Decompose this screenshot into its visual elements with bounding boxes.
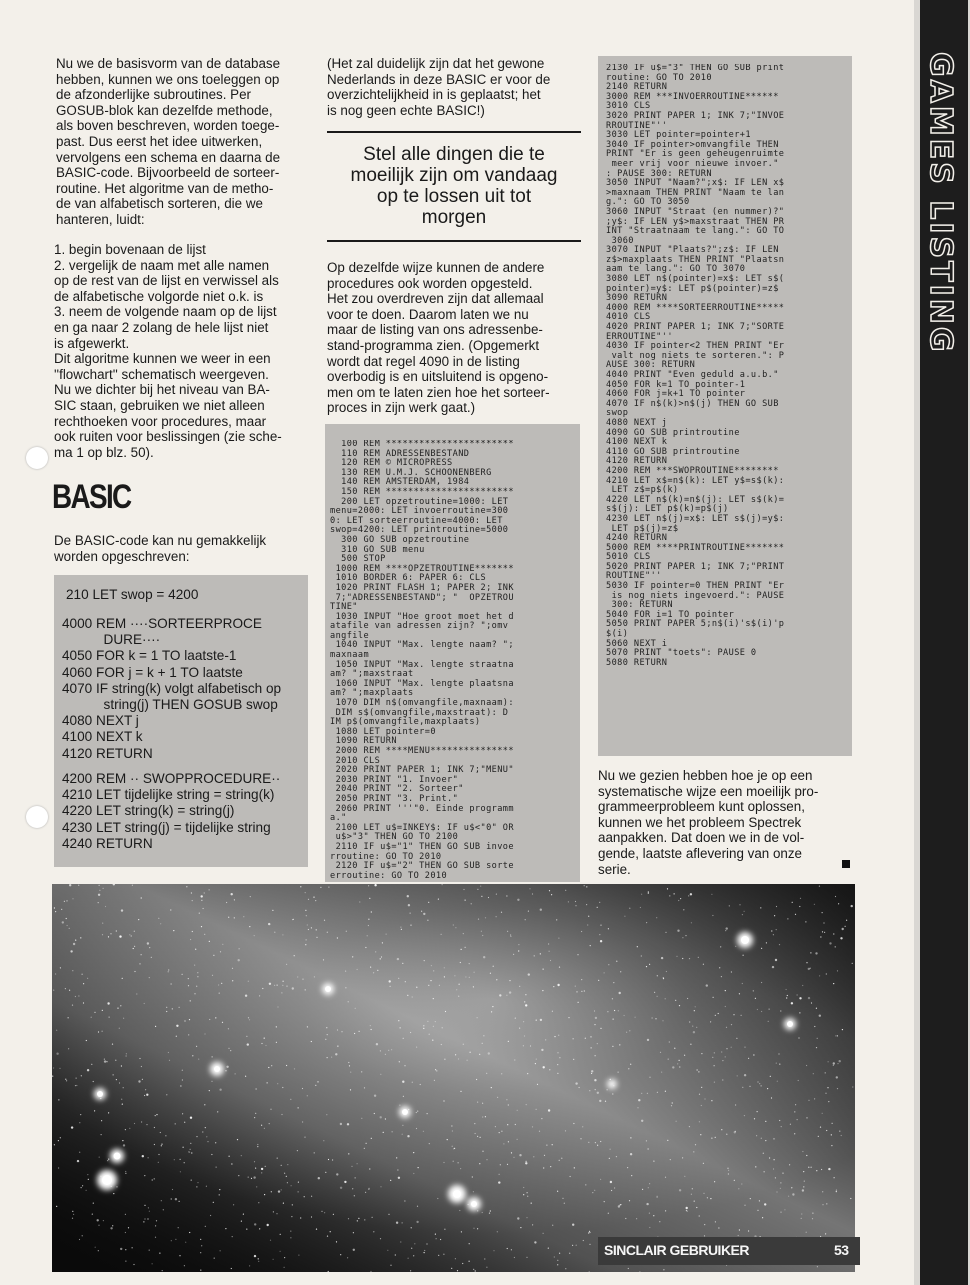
listing-line: meer vrij voor nieuwe invoer." <box>606 158 779 169</box>
listing-line: 1060 INPUT "Max. lengte plaatsna <box>330 678 514 689</box>
listing-line: TINE" <box>330 602 358 613</box>
listing-line: s$(j): LET p$(k)=p$(j) <box>606 504 729 515</box>
listing-line: 2130 IF u$="3" THEN GO SUB print <box>606 64 785 73</box>
listing-line: 300: RETURN <box>606 600 673 611</box>
listing-line: atafile van adressen zijn? ";omv <box>330 621 509 632</box>
listing-line: $(i) <box>606 629 629 640</box>
listing-line: 5030 IF pointer=0 THEN PRINT "Er <box>606 581 785 592</box>
listing-line: 5060 NEXT i <box>606 638 668 649</box>
listing-line: 2030 PRINT "1. Invoer" <box>330 774 459 785</box>
listing-line: 4040 PRINT "Even geduld a.u.b." <box>606 370 779 380</box>
listing-line: 3020 PRINT PAPER 1; INK 7;"INVOE <box>606 110 785 121</box>
listing-line: ROUTINE"'' <box>606 571 662 582</box>
listing-line: 120 REM © MICROPRESS <box>330 458 453 469</box>
listing-line: 4020 PRINT PAPER 1; INK 7;"SORTE <box>606 322 785 333</box>
listing-line: 2110 IF u$="1" THEN GO SUB invoe <box>330 841 514 852</box>
listing-line: DIM s$(omvangfile,maxstraat): D <box>330 707 509 718</box>
listing-line: LET p$(j)=z$ <box>606 523 679 534</box>
pseudocode-swop: 4200 REM ·· SWOPPROCEDURE·· 4210 LET tijdelijke string = string(k) 4220 LET string(k) = string(j) 4230 LET string(j) = tijdelijke string 4240 RETURN <box>62 771 281 851</box>
magazine-name: SINCLAIR GEBRUIKER <box>604 1242 750 1258</box>
listing-line: swop <box>606 408 629 419</box>
listing-line: ;y$: IF LEN y$>maxstraat THEN PR <box>606 216 785 227</box>
body-paragraph: Op dezelfde wijze kunnen de andere procedures ook worden opgesteld. Het zou overdreven zijn dat allemaal voor te doen. Daarom laten we nu maar de listing van ons adressenbe- stand-programma zien. (Opgemerkt wordt dat regel 4090 in de listing overbodig is en uitsluitend is opgeno- men om te laten zien hoe het sorteer- proces in zijn werk gaat.) <box>327 260 550 416</box>
listing-line: 1090 RETURN <box>330 736 397 747</box>
listing-line: ERROUTINE"'' <box>606 331 673 342</box>
listing-line: 140 REM AMSTERDAM, 1984 <box>330 477 470 488</box>
program-listing-2 <box>606 64 850 668</box>
listing-line: 1030 INPUT "Hoe groot moet het d <box>330 611 514 622</box>
listing-line: : PAUSE 300: RETURN <box>606 168 712 179</box>
pseudocode-sort: 4000 REM ····SORTEERPROCE DURE···· 4050 FOR k = 1 TO laatste-1 4060 FOR j = k + 1 TO laatste 4070 IF string(k) volgt alfabetisch op string(j) THEN GOSUB swop 4080 NEXT j 4100 NEXT k 4120 RETURN <box>62 616 282 761</box>
listing-line: 3010 CLS <box>606 101 651 112</box>
listing-line: 5070 PRINT "toets": PAUSE 0 <box>606 648 757 659</box>
listing-line: 4030 IF pointer<2 THEN PRINT "Er <box>606 341 785 352</box>
listing-line: am? ";maxstraat <box>330 669 414 680</box>
listing-line: 4090 GO SUB printroutine <box>606 427 740 438</box>
listing-line: u$>"3" THEN GO TO 2100 <box>330 832 459 843</box>
end-mark <box>842 860 850 868</box>
listing-line: 3030 LET pointer=pointer+1 <box>606 130 751 141</box>
listing-line: 100 REM *********************** <box>330 440 514 449</box>
listing-line: 2000 REM ****MENU*************** <box>330 746 514 756</box>
listing-line: LET z$=p$(k) <box>606 485 679 496</box>
listing-line: 4010 CLS <box>606 312 651 323</box>
algorithm-steps: 1. begin bovenaan de lijst 2. vergelijk de naam met alle namen op de rest van de lijst en verwissel als de alfabetische volgorde niet o.k. is 3. neem de volgende naam op de lijst en ga naar 2 zolang de hele lijst niet is afgewerkt. Dit algoritme kunnen we weer in een ''flowchart'' schematisch weergeven. Nu we dichter bij het niveau van BA- SIC staan, gebruiken we niet alleen rechthoeken voor procedures, maar ook ruiten voor beslissingen (zie sche- ma 1 op blz. 50). <box>54 242 282 460</box>
listing-line: 3090 RETURN <box>606 293 668 304</box>
listing-line: 4210 LET x$=n$(k): LET y$=s$(k): <box>606 475 785 486</box>
listing-line: 1040 INPUT "Max. lengte naam? "; <box>330 640 514 651</box>
listing-line: menu=2000: LET invoerroutine=300 <box>330 506 509 517</box>
listing-line: 4080 NEXT j <box>606 417 668 428</box>
listing-line: 2020 PRINT PAPER 1; INK 7;"MENU" <box>330 765 514 776</box>
pullquote-rule-bottom <box>327 240 581 242</box>
listing-line: 4110 GO SUB printroutine <box>606 446 740 457</box>
binder-hole-bottom <box>26 806 48 828</box>
listing-line: 3060 <box>606 235 634 246</box>
listing-line: 5000 REM ****PRINTROUTINE******* <box>606 542 785 553</box>
listing-line: 3000 REM ***INVOERROUTINE****** <box>606 91 779 102</box>
listing-line: 5020 PRINT PAPER 1; INK 7;"PRINT <box>606 561 785 572</box>
listing-line: 300 GO SUB opzetroutine <box>330 534 470 545</box>
listing-line: 1010 BORDER 6: PAPER 6: CLS <box>330 573 487 584</box>
footer-bar <box>598 1237 860 1265</box>
listing-line: 4070 IF n$(k)>n$(j) THEN GO SUB <box>606 398 779 409</box>
listing-line: 4050 FOR k=1 TO pointer-1 <box>606 379 746 390</box>
listing-line: RROUTINE"'' <box>606 120 668 131</box>
listing-line: a." <box>330 813 347 824</box>
intro-paragraph: Nu we de basisvorm van de database hebben, kunnen we ons toeleggen op de afzonderlijke subroutines. Per GOSUB-blok kan dezelfde methode, als boven beschreven, worden toege- past. Dus eerst het idee uitwerken, vervolgens een schema en daarna de BASIC-code. Bijvoorbeeld de sorteer- routine. Het algoritme van de metho- de van alfabetisch sorteren, die we hanteren, luidt: <box>56 56 281 227</box>
listing-line: 4000 REM ****SORTEERROUTINE***** <box>606 302 785 313</box>
listing-line: 2050 PRINT "3. Print." <box>330 793 459 804</box>
pseudocode-line-210: 210 LET swop = 4200 <box>66 587 199 602</box>
listing-line: 3080 LET n$(pointer)=x$: LET s$( <box>606 274 785 285</box>
listing-line: 2100 LET u$=INKEY$: IF u$<"0" OR <box>330 822 514 833</box>
listing-line: rroutine: GO TO 2010 <box>330 851 442 862</box>
listing-line: 110 REM ADRESSENBESTAND <box>330 448 470 459</box>
listing-line: 4060 FOR j=k+1 TO pointer <box>606 389 746 400</box>
listing-line: 1080 LET pointer=0 <box>330 726 436 737</box>
listing-line: 4220 LET n$(k)=n$(j): LET s$(k)= <box>606 494 785 505</box>
listing-line: z$>maxplaats THEN PRINT "Plaatsn <box>606 254 785 265</box>
galaxy-photo <box>52 884 855 1272</box>
section-label: GAMES LISTING <box>923 52 958 355</box>
listing-line: 1000 REM ****OPZETROUTINE******* <box>330 563 514 574</box>
pullquote-rule-top <box>327 131 581 133</box>
listing-line: 2040 PRINT "2. Sorteer" <box>330 784 464 795</box>
listing-line: aam te lang.": GO TO 3070 <box>606 264 746 275</box>
listing-line: 1070 DIM n$(omvangfile,maxnaam): <box>330 698 514 709</box>
pullquote: Stel alle dingen die te moeilijk zijn om vandaag op te lossen uit tot morgen <box>350 144 558 228</box>
listing-line: swop=4200: LET printroutine=5000 <box>330 525 509 536</box>
listing-line: 2120 IF u$="2" THEN GO SUB sorte <box>330 861 514 872</box>
listing-line: IM p$(omvangfile,maxplaats) <box>330 717 481 728</box>
program-listing-1 <box>330 440 578 881</box>
listing-line: AUSE 300: RETURN <box>606 360 696 371</box>
listing-line: 3050 INPUT "Naam?";x$: IF LEN x$ <box>606 178 785 189</box>
listing-line: 200 LET opzetroutine=1000: LET <box>330 496 509 507</box>
listing-line: 2010 CLS <box>330 755 381 766</box>
listing-line: is nog niets ingevoerd.": PAUSE <box>606 590 785 601</box>
listing-line: 310 GO SUB menu <box>330 544 425 555</box>
listing-line: PRINT "Er is geen geheugenruimte <box>606 149 785 160</box>
listing-line: g.": GO TO 3050 <box>606 197 690 208</box>
listing-line: 7;"ADRESSENBESTAND"; " OPZETROU <box>330 592 514 603</box>
listing-line: maxnaam <box>330 650 370 661</box>
listing-line: 2060 PRINT '''"0. Einde programm <box>330 803 514 814</box>
listing-line: 1020 PRINT FLASH 1; PAPER 2; INK <box>330 582 514 593</box>
listing-line: routine: GO TO 2010 <box>606 72 712 83</box>
listing-line: 130 REM U.M.J. SCHOONENBERG <box>330 467 492 478</box>
listing-line: 0: LET sorteerroutine=4000: LET <box>330 515 503 526</box>
closing-paragraph: Nu we gezien hebben hoe je op een systematische wijze een moeilijk pro- grammeerprobleem kunt oplossen, kunnen we het probleem Spectrek aanpakken. Dat doen we in de vol- gende, laatste aflevering van onze serie. <box>598 768 819 877</box>
listing-line: pointer)=y$: LET p$(pointer)=z$ <box>606 283 779 294</box>
listing-line: 5050 PRINT PAPER 5;n$(i)'s$(i)'p <box>606 619 785 630</box>
listing-line: 500 STOP <box>330 554 386 565</box>
parenthetical-note: (Het zal duidelijk zijn dat het gewone Nederlands in deze BASIC er voor de overzichtelijkheid in is geplaatst; het is nog geen echte BASIC!) <box>327 56 551 118</box>
listing-line: 4120 RETURN <box>606 456 668 467</box>
basic-intro: De BASIC-code kan nu gemakkelijk worden opgeschreven: <box>54 533 267 564</box>
page-number: 53 <box>834 1242 849 1258</box>
listing-line: 2140 RETURN <box>606 82 668 93</box>
listing-line: >maxnaam THEN PRINT "Naam te lan <box>606 187 785 198</box>
listing-line: 5080 RETURN <box>606 657 668 668</box>
listing-line: 4240 RETURN <box>606 533 668 544</box>
listing-line: 1050 INPUT "Max. lengte straatna <box>330 659 514 670</box>
listing-line: INT "Straatnaam te lang.": GO TO <box>606 226 785 237</box>
basic-heading: BASIC <box>52 478 131 516</box>
listing-line: 3040 IF pointer>omvangfile THEN <box>606 139 779 150</box>
listing-line: valt nog niets te sorteren.": P <box>606 350 785 361</box>
listing-line: am? ";maxplaats <box>330 688 414 699</box>
listing-line: 4200 REM ***SWOPROUTINE******** <box>606 465 779 476</box>
listing-line: angfile <box>330 630 370 641</box>
listing-line: erroutine: GO TO 2010 <box>330 870 448 881</box>
listing-line: 4230 LET n$(j)=x$: LET s$(j)=y$: <box>606 513 785 524</box>
listing-line: 3070 INPUT "Plaats?";z$: IF LEN <box>606 245 779 256</box>
binder-hole-top <box>26 447 48 469</box>
listing-line: 5010 CLS <box>606 552 651 563</box>
listing-line: 150 REM *********************** <box>330 486 514 497</box>
listing-line: 4100 NEXT k <box>606 437 668 448</box>
listing-line: 3060 INPUT "Straat (en nummer)?" <box>606 206 785 217</box>
listing-line: 5040 FOR i=1 TO pointer <box>606 609 735 620</box>
